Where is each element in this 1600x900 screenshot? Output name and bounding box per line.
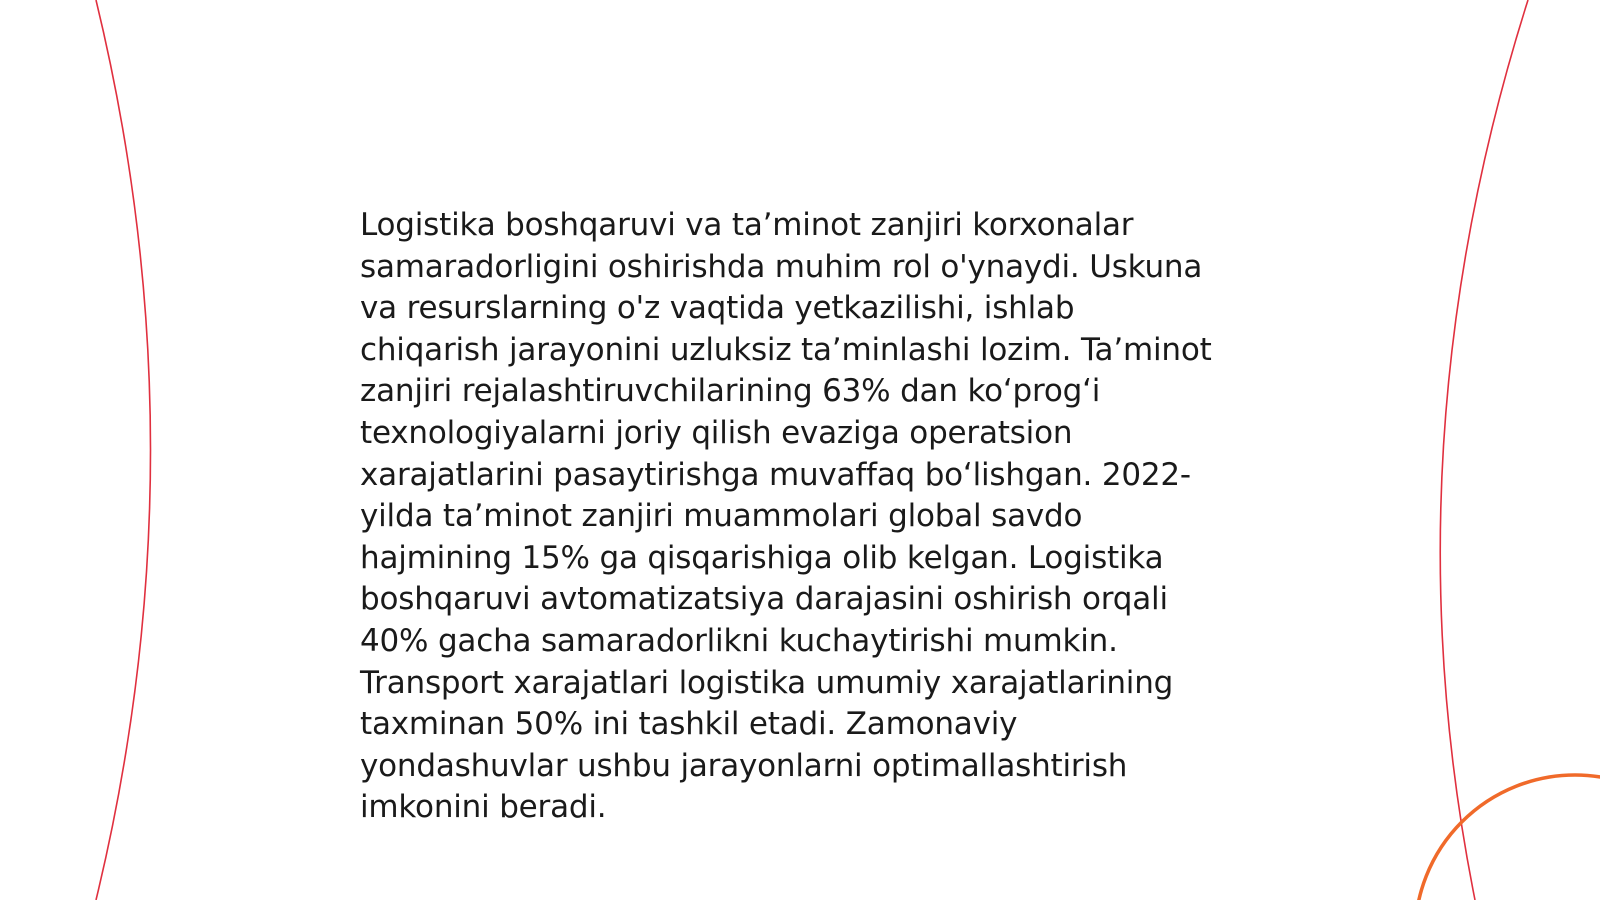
left-curve-line xyxy=(96,0,151,900)
right-curve-line xyxy=(1440,0,1528,900)
orange-circle-outline xyxy=(1415,775,1600,900)
slide-body-text: Logistika boshqaruvi va ta’minot zanjiri korxonalar samaradorligini oshirishda muhim rol o'ynaydi. Uskuna va resurslarning o'z vaqtida yetkazilishi, ishlab chiqarish jarayonini uzluksiz ta’minlashi lozim. Ta’minot zanjiri rejalashtiruvchilarining 63% dan ko‘prog‘i texnologiyalarni joriy qilish evaziga operatsion xarajatlarini pasaytirishga muvaffaq bo‘lishgan. 2022-yilda ta’minot zanjiri muammolari global savdo hajmining 15% ga qisqarishiga olib kelgan. Logistika boshqaruvi avtomatizatsiya darajasini oshirish orqali 40% gacha samaradorlikni kuchaytirishi mumkin. Transport xarajatlari logistika umumiy xarajatlarining taxminan 50% ini tashkil etadi. Zamonaviy yondashuvlar ushbu jarayonlarni optimallashtirish imkonini beradi. xyxy=(360,207,1212,826)
